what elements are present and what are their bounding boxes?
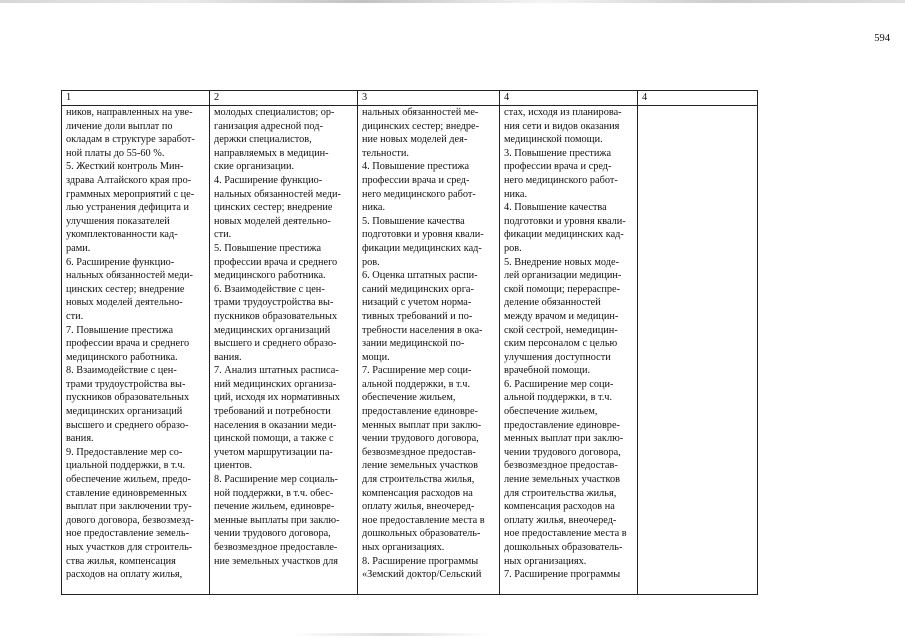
column-header-4: 4	[500, 91, 638, 106]
table-cell-col1	[62, 106, 210, 595]
table-cell-col2	[210, 106, 358, 595]
scan-artifact-top	[0, 0, 905, 3]
page-number: 594	[874, 33, 890, 44]
measures-table	[61, 90, 758, 595]
table-cell-col5	[638, 106, 758, 595]
scan-artifact-bottom	[290, 633, 490, 636]
cell-text-col2: молодых специалистов; ор- ганизация адресной под- держки специалистов, направляемых в медицин- ские организации. 4. Расширение функцио- нальных обязанностей меди- цинских сестер; внедрение новых моделей деятельно- сти. 5. Повышение престижа профессии врача и среднего медицинского работника. 6. Взаимодействие с цен- трами трудоустройства вы- пускников образовательных медицинских организаций высшего и среднего образо- вания. 7. Анализ штатных расписа- ний медицинских организа- ций, исходя их нормативных требований и потребности населения в оказании меди- цинской помощи, а также с учетом маршрутизации па- циентов. 8. Расширение мер социаль- ной поддержки, в т.ч. обес- печение жильем, единовре- менные выплаты при заклю- чении трудового договора, безвозмездное предоставле- ние земельных участков для	[214, 107, 341, 567]
cell-text-col4: стах, исходя из планирова- ния сети и видов оказания медицинской помощи. 3. Повышение престижа профессии врача и сред- него медицинского работ- ника. 4. Повышение качества подготовки и уровня квали- фикации медицинских кад- ров. 5. Внедрение новых моде- лей организации медицин- ской помощи; перераспре- деление обязанностей между врачом и медицин- ской сестрой, немедицин- ским персоналом с целью улучшения доступности врачебной помощи. 6. Расширение мер соци- альной поддержки, в т.ч. обеспечение жильем, предоставление единовре- менных выплат при заклю- чении трудового договора, безвозмездное предостав- ление земельных участков для строительства жилья, компенсация расходов на оплату жилья, внеочеред- ное предоставление места в дошкольных образователь- ных организациях. 7. Расширение программы	[504, 107, 627, 581]
table-cell-col3	[358, 106, 500, 595]
column-header-2: 2	[210, 91, 358, 106]
header-row	[62, 91, 758, 106]
cell-text-col3: нальных обязанностей ме- дицинских сестер; внедре- ние новых моделей дея- тельности. 4. Повышение престижа профессии врача и сред- него медицинского работ- ника. 5. Повышение качества подготовки и уровня квали- фикации медицинских кад- ров. 6. Оценка штатных распи- саний медицинских орга- низаций с учетом норма- тивных требований и по- требности населения в ока- зании медицинской по- мощи. 7. Расширение мер соци- альной поддержки, в т.ч. обеспечение жильем, предоставление единовре- менных выплат при заклю- чении трудового договора, безвозмездное предостав- ление земельных участков для строительства жилья, компенсация расходов на оплату жилья, внеочеред- ное предоставление места в дошкольных образователь- ных организациях. 8. Расширение программы «Земский доктор/Сельский	[362, 107, 485, 581]
column-header-3: 3	[358, 91, 500, 106]
table-cell-col4	[500, 106, 638, 595]
column-header-1: 1	[62, 91, 210, 106]
table-row	[62, 106, 758, 595]
cell-text-col1: ников, направленных на уве- личение доли выплат по окладам в структуре заработ- ной платы до 55-60 %. 5. Жесткий контроль Мин- здрава Алтайского края про- граммных мероприятий с це- лью устранения дефицита и улучшения показателей укомплектованности кад- рами. 6. Расширение функцио- нальных обязанностей меди- цинских сестер; внедрение новых моделей деятельно- сти. 7. Повышение престижа профессии врача и среднего медицинского работника. 8. Взаимодействие с цен- трами трудоустройства вы- пускников образовательных медицинских организаций высшего и среднего образо- вания. 9. Предоставление мер со- циальной поддержки, в т.ч. обеспечение жильем, предо- ставление единовременных выплат при заключении тру- дового договора, безвозмезд- ное предоставление земель- ных участков для строитель- ства жилья, компенсация расходов на оплату жилья,	[66, 107, 195, 581]
cell-text-col5	[642, 106, 753, 594]
column-header-5: 4	[638, 91, 758, 106]
